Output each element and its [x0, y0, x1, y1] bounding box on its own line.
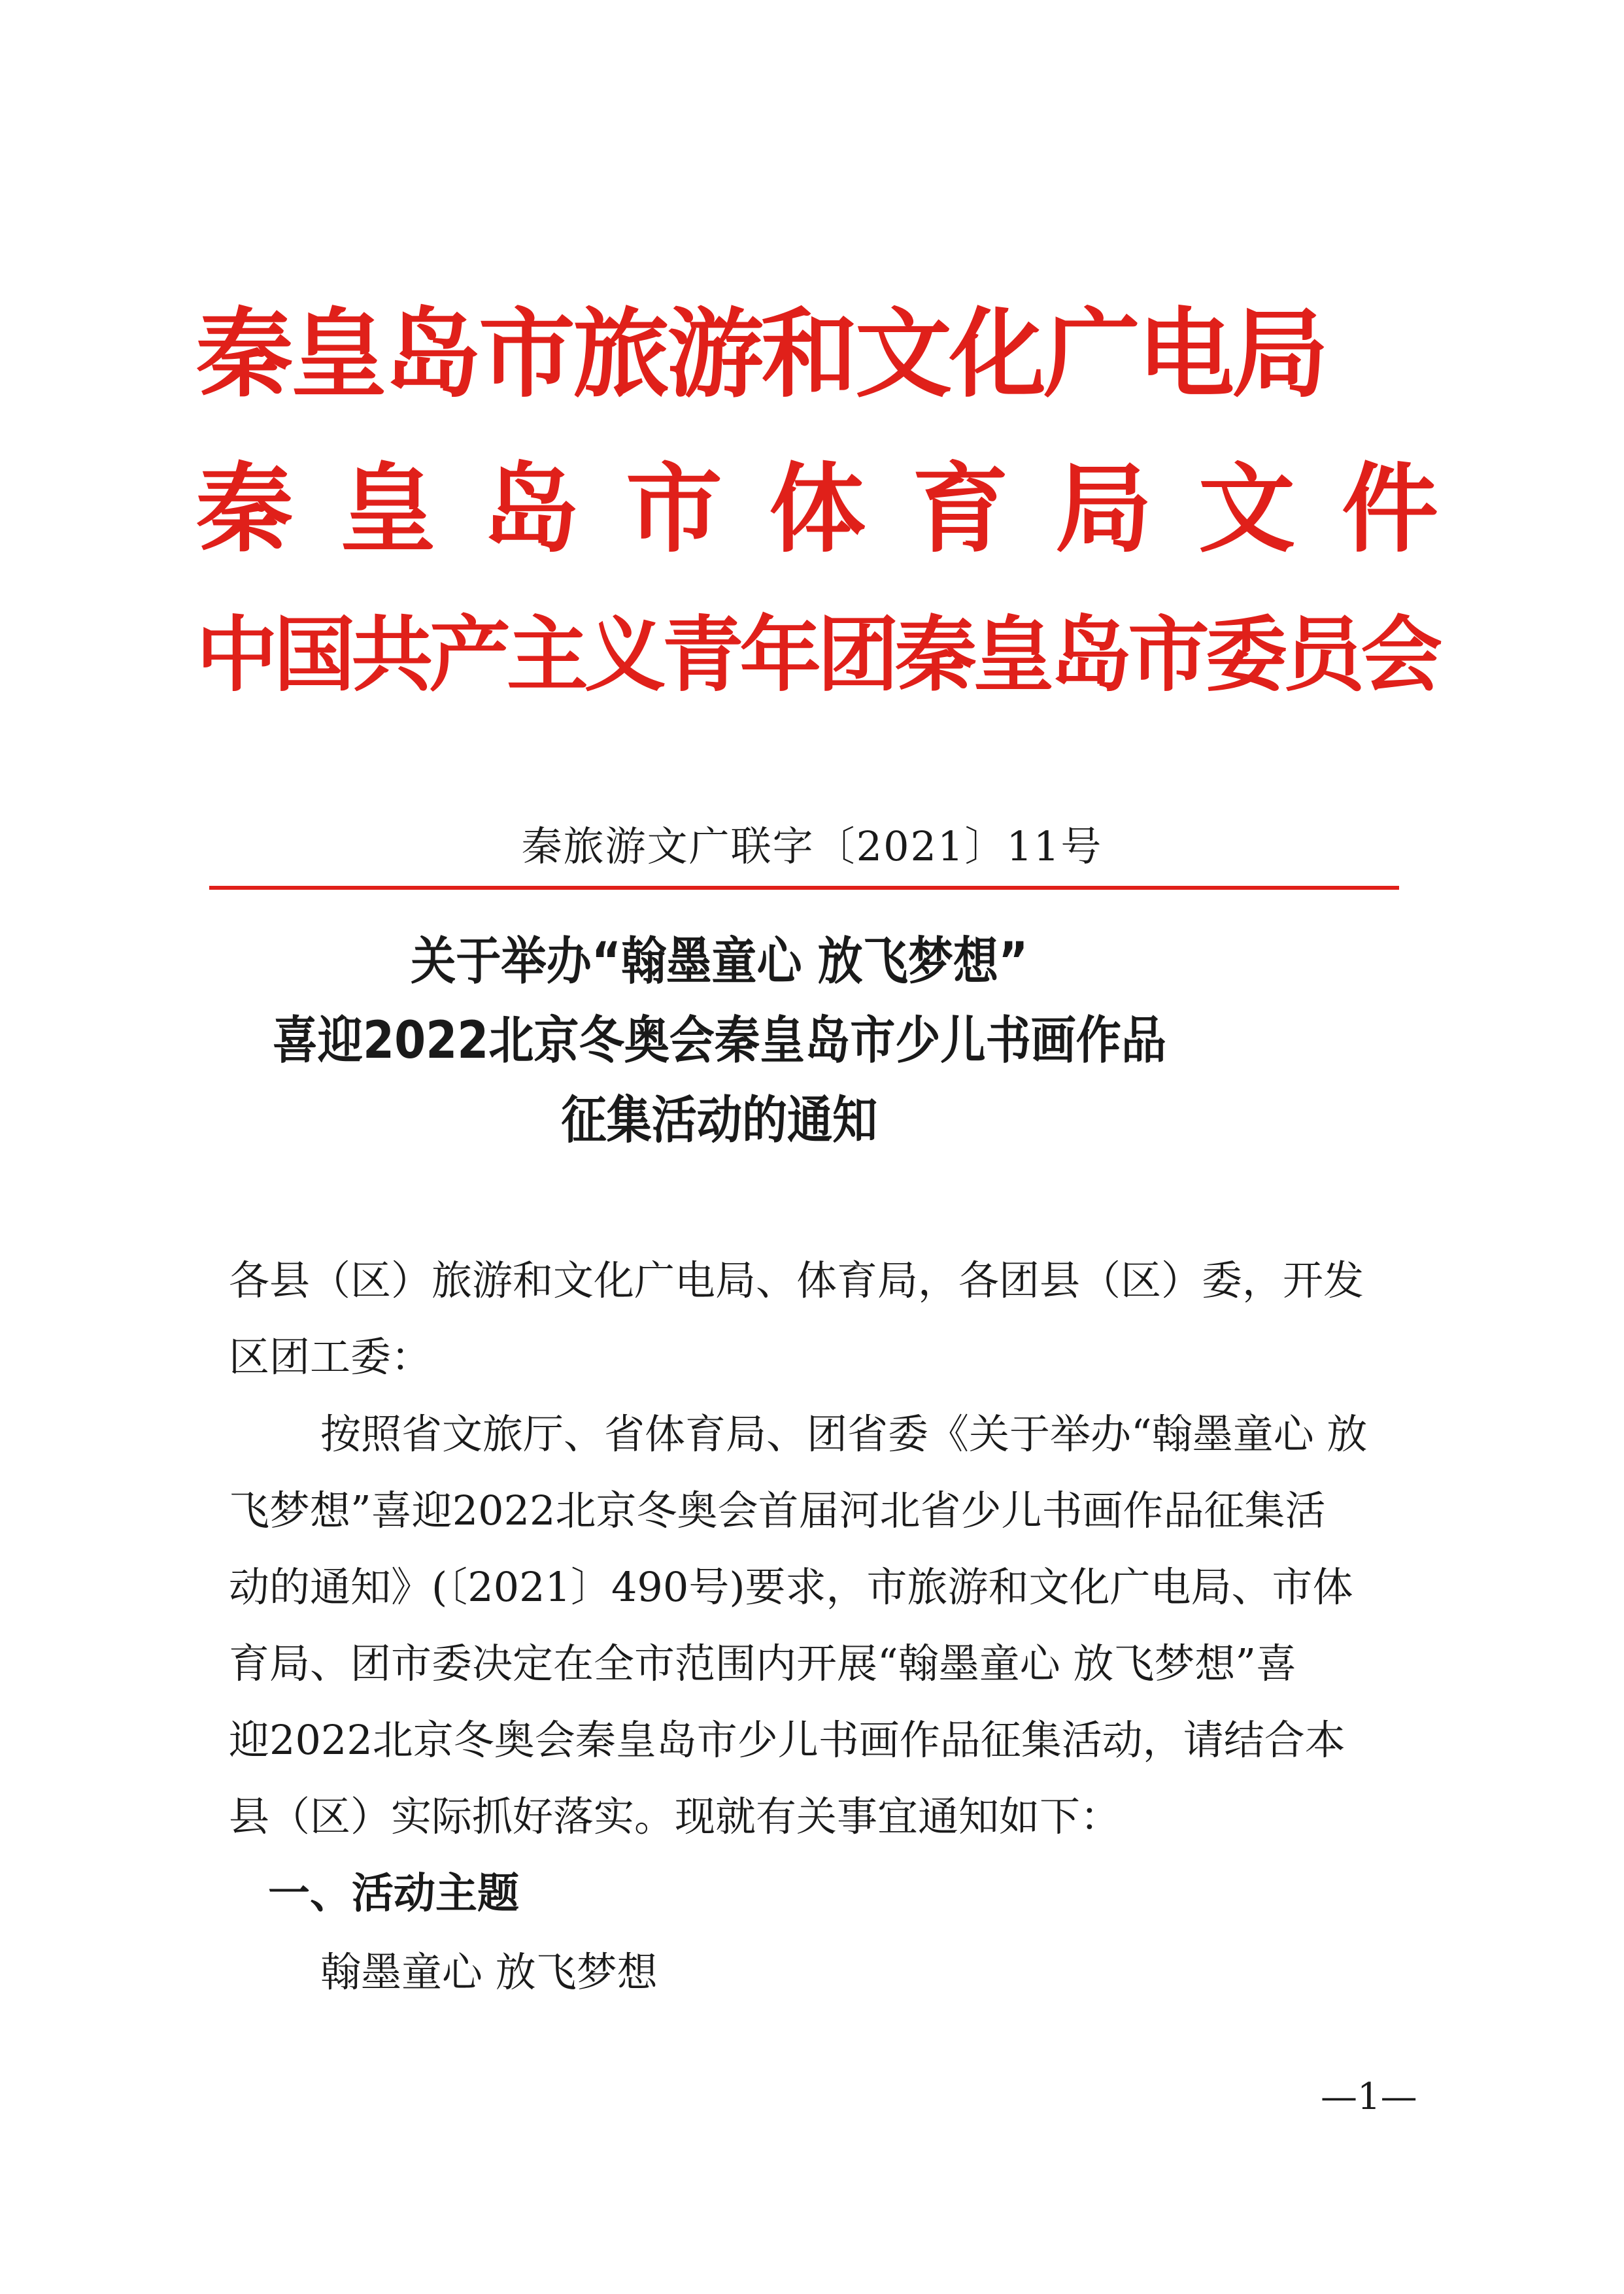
issuer-char: 件: [1342, 453, 1438, 565]
red-divider: [209, 886, 1399, 890]
body-paragraph-line: 县（区）实际抓好落实。现就有关事宜通知如下：: [229, 1793, 1121, 1840]
issuer-char: 育: [912, 453, 1009, 565]
notice-title-line-2: 喜迎2022北京冬奥会秦皇岛市少儿书画作品: [272, 1011, 1167, 1070]
document-number: 秦旅游文广联字〔2021〕11号: [521, 822, 1103, 870]
notice-title-line-1: 关于举办“翰墨童心 放飞梦想”: [411, 932, 1028, 991]
issuer-char: 市: [626, 453, 722, 565]
issuer-line-tourism-culture: 秦皇岛市旅游和文化广电局: [196, 298, 1326, 411]
notice-title-line-3: 征集活动的通知: [561, 1091, 878, 1150]
body-paragraph-line: 育局、团市委决定在全市范围内开展“翰墨童心 放飞梦想”喜: [229, 1640, 1297, 1687]
activity-theme-text: 翰墨童心 放飞梦想: [320, 1948, 658, 1996]
issuer-line-sports-bureau: [196, 453, 1438, 565]
body-paragraph-line: 动的通知》(〔2021〕490号)要求，市旅游和文化广电局、市体: [229, 1563, 1353, 1611]
issuer-char: 文: [1198, 453, 1295, 565]
issuer-char: 局: [1055, 453, 1152, 565]
page-number: —1—: [1321, 2076, 1417, 2118]
body-paragraph-line: 按照省文旅厅、省体育局、团省委《关于举办“翰墨童心 放: [320, 1410, 1368, 1458]
addressee-line-1: 各县（区）旅游和文化广电局、体育局，各团县（区）委，开发: [229, 1257, 1364, 1304]
addressee-line-2: 区团工委：: [229, 1333, 432, 1381]
issuer-line-youth-league: 中国共产主义青年团秦皇岛市委员会: [196, 608, 1439, 703]
issuer-char: 皇: [339, 453, 436, 565]
body-paragraph-line: 迎2022北京冬奥会秦皇岛市少儿书画作品征集活动，请结合本: [229, 1716, 1345, 1764]
issuer-char: 秦: [196, 453, 293, 565]
issuer-char: 体: [769, 453, 866, 565]
body-paragraph-line: 飞梦想”喜迎2022北京冬奥会首届河北省少儿书画作品征集活: [229, 1487, 1326, 1534]
section-heading-activity-theme: 一、活动主题: [268, 1870, 519, 1918]
issuer-char: 岛: [482, 453, 579, 565]
